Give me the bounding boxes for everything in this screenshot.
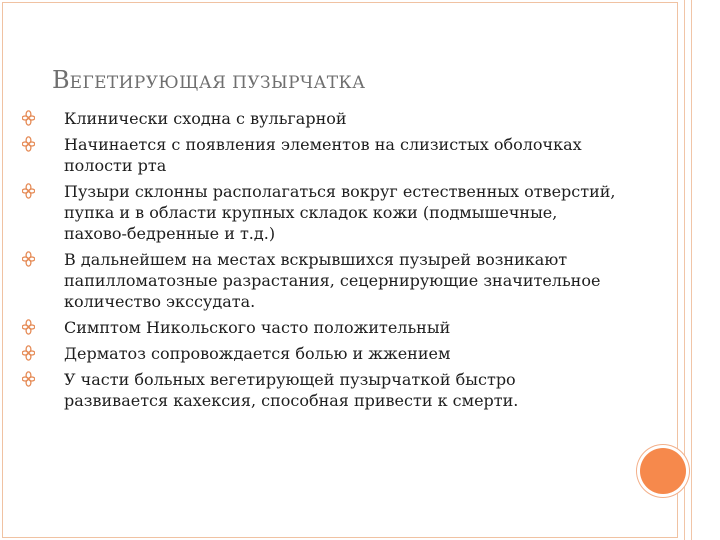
item-text: Начинается с появления элементов на слизистых оболочках полости рта — [64, 135, 582, 175]
list-item — [22, 369, 622, 411]
flower-bullet-icon — [22, 251, 35, 267]
list-item — [22, 108, 622, 129]
decorative-line — [691, 0, 692, 540]
decorative-line — [684, 0, 685, 540]
flower-bullet-icon — [22, 136, 35, 152]
list-item — [22, 317, 622, 338]
slide-title — [52, 58, 365, 96]
title-rest: ЕГЕТИРУЮЩАЯ ПУЗЫРЧАТКА — [69, 73, 366, 93]
item-text: Симптом Никольского часто положительный — [64, 318, 451, 337]
flower-bullet-icon — [22, 319, 35, 335]
flower-bullet-icon — [22, 183, 35, 199]
item-text: В дальнейшем на местах вскрывшихся пузырей возникают папилломатозные разрастания, сецернирующие значительное количество экссудата. — [64, 250, 601, 311]
item-text: Пузыри склонны располагаться вокруг естественных отверстий, пупка и в области крупных складок кожи (подмышечные, пахово-бедренные и т.д.) — [64, 182, 616, 243]
flower-bullet-icon — [22, 345, 35, 361]
item-text: Дерматоз сопровождается болью и жжением — [64, 344, 451, 363]
orange-circle-decoration — [640, 448, 686, 494]
item-text: Клинически сходна с вульгарной — [64, 109, 347, 128]
list-item — [22, 343, 622, 364]
flower-bullet-icon — [22, 371, 35, 387]
flower-bullet-icon — [22, 110, 35, 126]
title-first-letter: В — [52, 66, 70, 94]
list-item — [22, 249, 622, 312]
list-item — [22, 181, 622, 244]
item-text: У части больных вегетирующей пузырчаткой быстро развивается кахексия, способная привести к смерти. — [64, 370, 519, 410]
bullet-list — [22, 108, 622, 416]
list-item — [22, 134, 622, 176]
